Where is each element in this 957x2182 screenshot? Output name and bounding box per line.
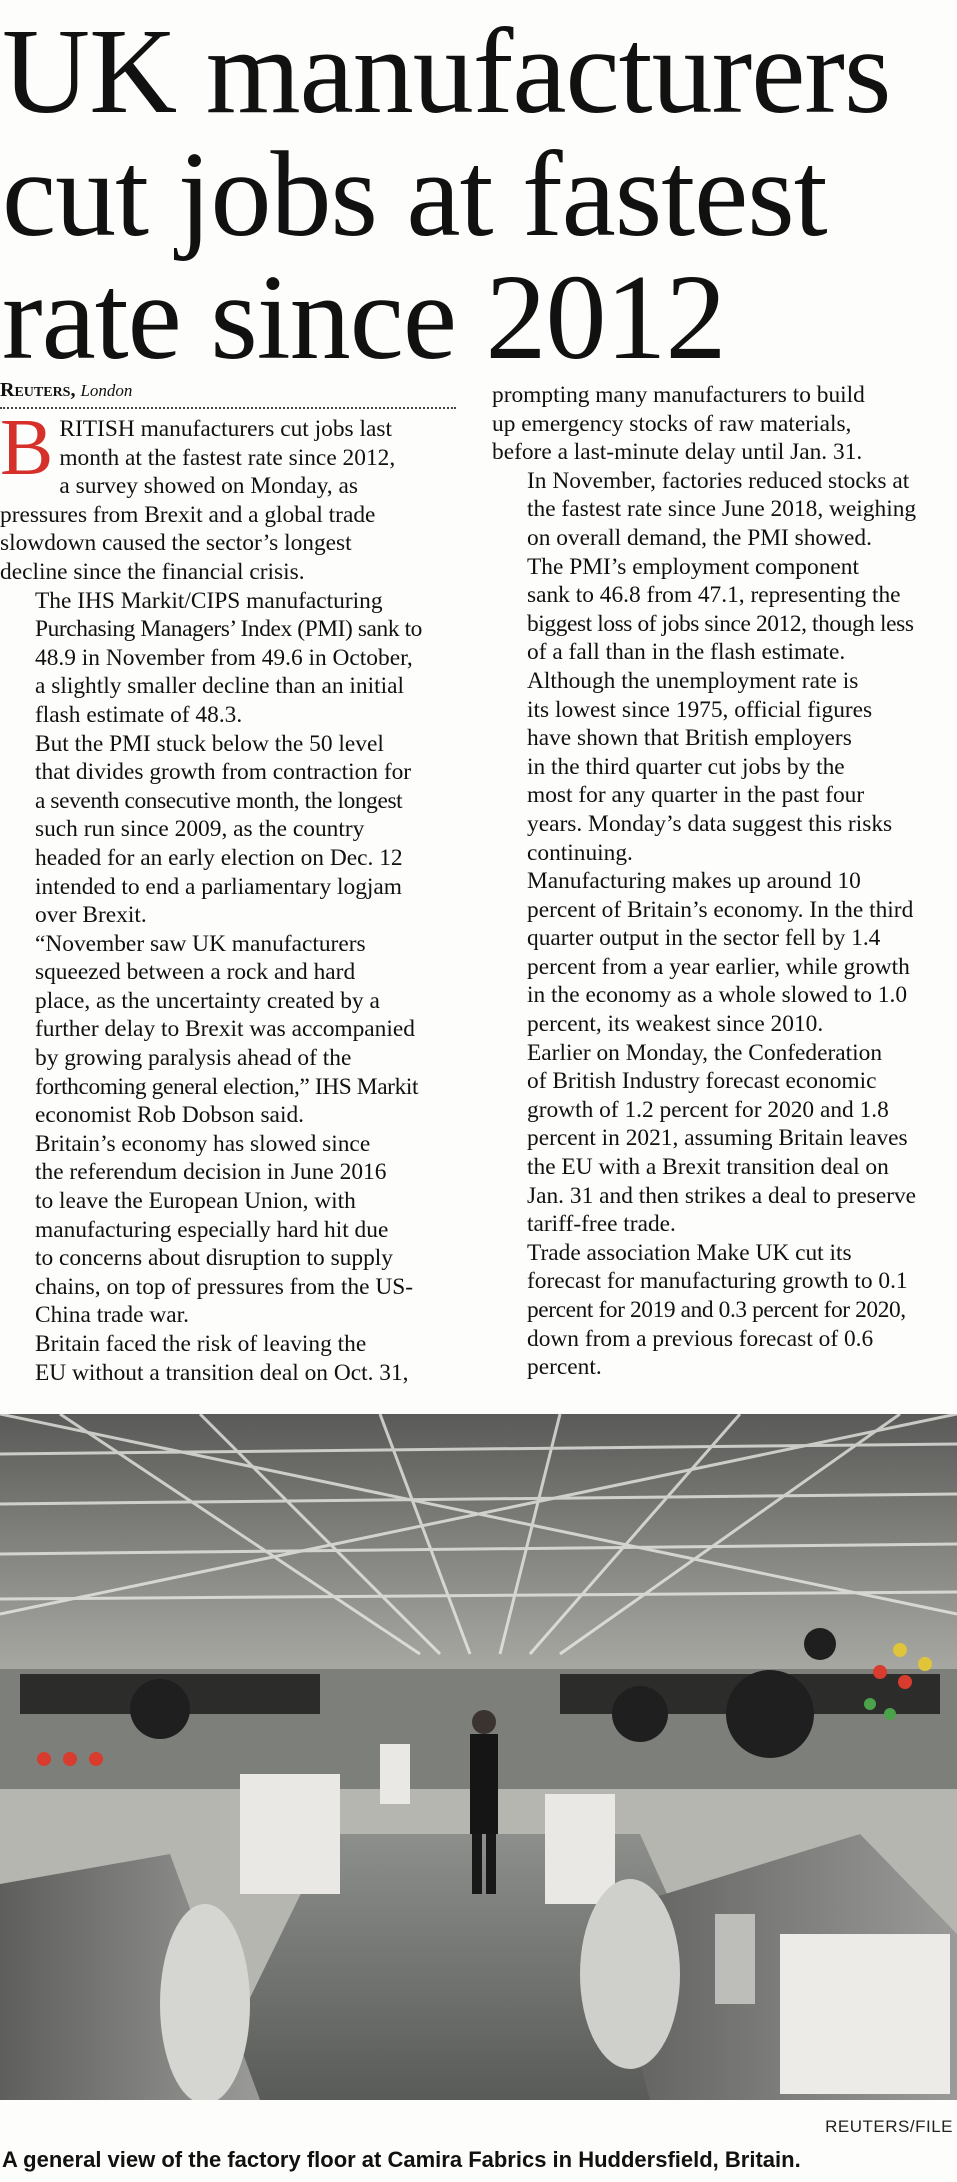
article-line: in the third quarter cut jobs by the <box>527 753 845 780</box>
article-right-column <box>492 381 956 1382</box>
article-line: The PMI’s employment component <box>527 553 859 580</box>
article-line: biggest loss of jobs since 2012, though less <box>527 610 914 637</box>
article-line: Although the unemployment rate is <box>527 667 859 694</box>
article-line: a survey showed on Monday, as <box>59 473 358 500</box>
article-line: 48.9 in November from 49.6 in October, <box>35 644 413 671</box>
article-line: percent for 2019 and 0.3 percent for 2020, <box>527 1297 906 1323</box>
article-line: up emergency stocks of raw materials, <box>492 410 852 437</box>
right-paragraphs <box>492 381 956 1382</box>
article-line: “November saw UK manufacturers <box>35 930 366 957</box>
headline-line: rate since 2012 <box>2 250 726 385</box>
article-line: place, as the uncertainty created by a <box>35 987 380 1014</box>
byline <box>0 378 456 409</box>
article-line: its lowest since 1975, official figures <box>527 696 873 723</box>
headline <box>2 4 952 385</box>
article-line: by growing paralysis ahead of the <box>35 1045 352 1072</box>
article-paragraph <box>0 730 456 930</box>
article-line: to leave the European Union, with <box>35 1188 356 1215</box>
article-line: of a fall than in the flash estimate. <box>527 639 846 666</box>
article-line: most for any quarter in the past four <box>527 782 865 809</box>
article-line: chains, on top of pressures from the US- <box>35 1273 414 1300</box>
article-line: to concerns about disruption to supply <box>35 1245 393 1272</box>
article-line: But the PMI stuck below the 50 level <box>35 730 384 757</box>
article-line: squeezed between a rock and hard <box>35 959 356 986</box>
article-left-column <box>0 378 456 1387</box>
article-line: before a last-minute delay until Jan. 31. <box>492 439 863 466</box>
article-line: RITISH manufacturers cut jobs last <box>59 416 392 442</box>
article-paragraph <box>492 1239 956 1382</box>
article-line: China trade war. <box>35 1302 189 1329</box>
article-line: that divides growth from contraction for <box>35 759 412 786</box>
photo-caption: A general view of the factory floor at Camira Fabrics in Huddersfield, Britain. <box>2 2147 801 2172</box>
article-line: have shown that British employers <box>527 725 852 752</box>
article-paragraph <box>0 1330 456 1387</box>
article-line: In November, factories reduced stocks at <box>527 467 910 494</box>
article-line: Britain faced the risk of leaving the <box>35 1331 367 1357</box>
article-line: percent. <box>527 1354 602 1381</box>
article-line: Purchasing Managers’ Index (PMI) sank to <box>35 616 422 643</box>
article-line: pressures from Brexit and a global trade <box>0 501 376 528</box>
article-line: a seventh consecutive month, the longest <box>35 787 403 814</box>
article-line: month at the fastest rate since 2012, <box>59 444 396 471</box>
article-line: Britain’s economy has slowed since <box>35 1130 371 1157</box>
article-line: of British Industry forecast economic <box>527 1068 877 1095</box>
article-line: flash estimate of 48.3. <box>35 701 243 728</box>
article-line: manufacturing especially hard hit due <box>35 1216 389 1243</box>
article-line: forthcoming general election,” IHS Markit <box>35 1073 419 1100</box>
article-line: quarter output in the sector fell by 1.4 <box>527 925 881 952</box>
article-line: decline since the financial crisis. <box>0 558 305 585</box>
article-paragraph <box>492 667 956 867</box>
article-line: percent of Britain’s economy. In the third <box>527 896 914 923</box>
article-line: percent from a year earlier, while growth <box>527 953 910 980</box>
headline-line: UK manufacturers <box>2 4 891 139</box>
article-paragraph <box>492 867 956 1039</box>
article-line: percent in 2021, assuming Britain leaves <box>527 1125 908 1152</box>
article-line: down from a previous forecast of 0.6 <box>527 1325 874 1352</box>
article-line: Manufacturing makes up around 10 <box>527 868 861 895</box>
article-line: EU without a transition deal on Oct. 31, <box>35 1359 409 1386</box>
photo-credit: REUTERS/FILE <box>825 2117 953 2136</box>
article-line: headed for an early election on Dec. 12 <box>35 844 403 871</box>
article-line: Earlier on Monday, the Confederation <box>527 1039 883 1066</box>
article-line: The IHS Markit/CIPS manufacturing <box>35 587 383 614</box>
article-line: years. Monday’s data suggest this risks <box>527 810 893 837</box>
article-paragraph <box>0 404 456 587</box>
article-line: continuing. <box>527 839 633 866</box>
left-paragraphs <box>0 404 456 1387</box>
article-line: forecast for manufacturing growth to 0.1 <box>527 1268 908 1295</box>
article-paragraph <box>492 1039 956 1239</box>
article-line: in the economy as a whole slowed to 1.0 <box>527 982 908 1009</box>
article-paragraph <box>492 467 956 553</box>
article-line: slowdown caused the sector’s longest <box>0 530 352 557</box>
article-line: such run since 2009, as the country <box>35 816 365 843</box>
article-paragraph <box>0 587 456 730</box>
byline-city: London <box>80 381 133 400</box>
drop-cap: B <box>0 404 54 492</box>
article-line: intended to end a parliamentary logjam <box>35 873 402 900</box>
article-line: tariff-free trade. <box>527 1211 676 1238</box>
factory-floor-image <box>0 1414 957 2100</box>
article-line: growth of 1.2 percent for 2020 and 1.8 <box>527 1096 889 1123</box>
article-line: percent, its weakest since 2010. <box>527 1011 824 1038</box>
article-line: on overall demand, the PMI showed. <box>527 524 872 551</box>
article-line: economist Rob Dobson said. <box>35 1102 304 1129</box>
article-line: the referendum decision in June 2016 <box>35 1159 387 1186</box>
article-paragraph <box>0 1130 456 1330</box>
factory-photo <box>0 1414 957 2100</box>
article-line: prompting many manufacturers to build <box>492 382 865 408</box>
article-line: the fastest rate since June 2018, weighing <box>527 496 917 523</box>
headline-line: cut jobs at fastest <box>2 127 827 262</box>
article-paragraph <box>492 381 956 467</box>
article-line: Jan. 31 and then strikes a deal to preserve <box>527 1182 917 1209</box>
article-line: further delay to Brexit was accompanied <box>35 1016 415 1043</box>
article-paragraph <box>492 553 956 667</box>
article-line: Trade association Make UK cut its <box>527 1239 852 1266</box>
article-line: sank to 46.8 from 47.1, representing the <box>527 582 901 609</box>
article-line: a slightly smaller decline than an initial <box>35 673 404 700</box>
article-line: over Brexit. <box>35 902 147 929</box>
article-line: the EU with a Brexit transition deal on <box>527 1154 889 1181</box>
article-paragraph <box>0 930 456 1130</box>
byline-agency: Reuters, <box>0 379 76 401</box>
